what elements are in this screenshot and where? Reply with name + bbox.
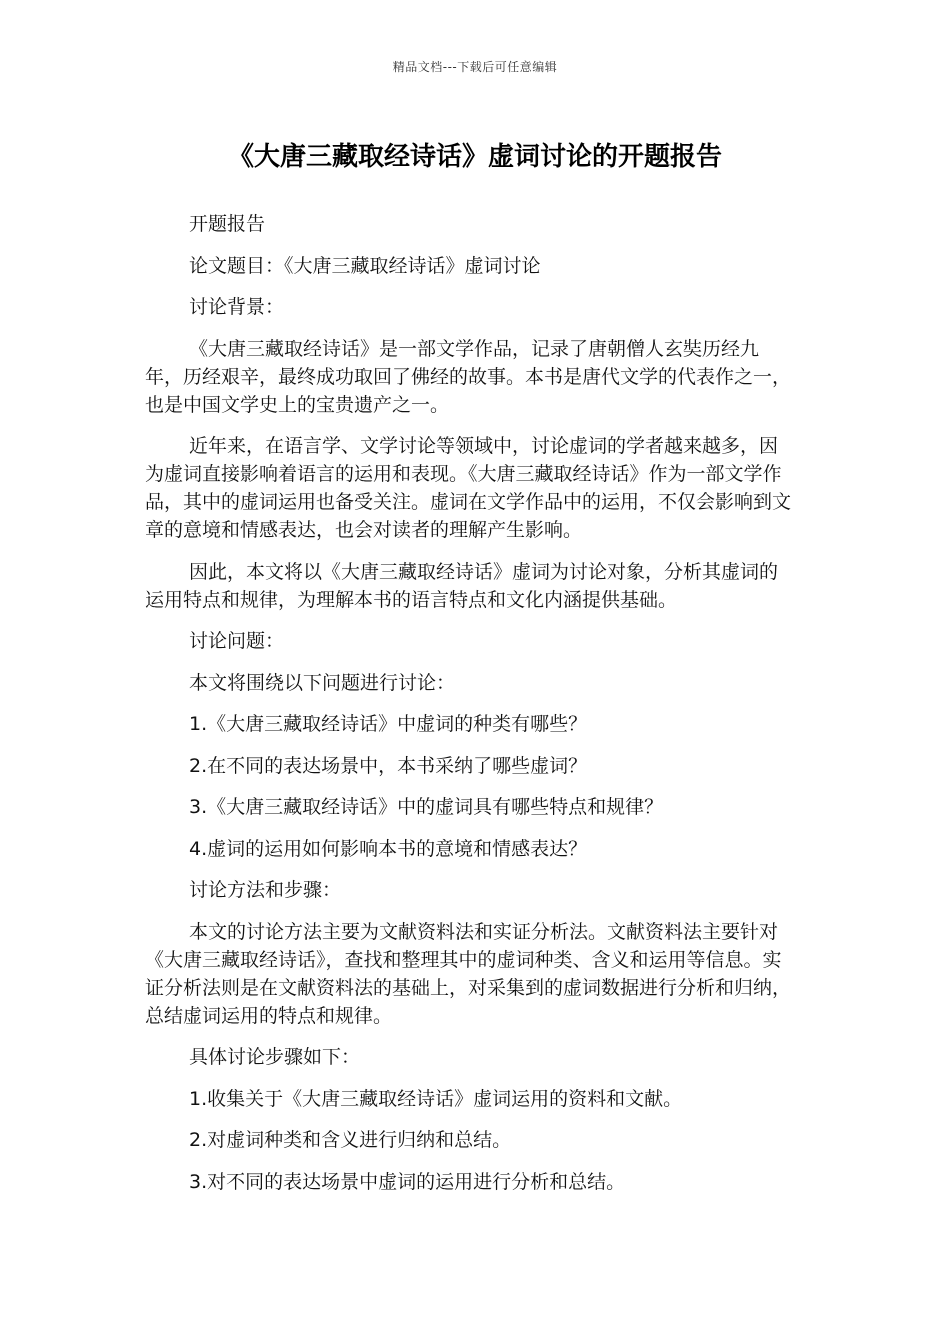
list-item-question-1: 1.《大唐三藏取经诗话》中虚词的种类有哪些？ (189, 713, 588, 735)
list-item-step-1: 1.收集关于《大唐三藏取经诗话》虚词运用的资料和文献。 (189, 1087, 683, 1110)
list-item-question-2: 2.在不同的表达场景中，本书采纳了哪些虚词？ (189, 754, 588, 777)
document-body (145, 210, 795, 1209)
document-title: 《大唐三藏取经诗话》虚词讨论的开题报告 (227, 142, 722, 172)
list-item-step-3: 3.对不同的表达场景中虚词的运用进行分析和总结。 (189, 1170, 626, 1193)
paragraph-methods: 本文的讨论方法主要为文献资料法和实证分析法。文献资料法主要针对《大唐三藏取经诗话》，查找和整理其中的虚词种类、含义和运用等信息。实证分析法则是在文献资料法的基础上，对采集到的虚词数据进行分析和归纳，总结虚词运用的特点和规律。 (145, 920, 792, 1027)
list-item-question-4: 4.虚词的运用如何影响本书的意境和情感表达？ (189, 837, 588, 860)
list-item-question-3: 3.《大唐三藏取经诗话》中的虚词具有哪些特点和规律？ (189, 796, 664, 818)
paragraph-steps-intro: 具体讨论步骤如下： (189, 1046, 361, 1068)
paragraph-background-3: 因此，本文将以《大唐三藏取经诗话》虚词为讨论对象，分析其虚词的运用特点和规律，为理解本书的语言特点和文化内涵提供基础。 (145, 560, 779, 611)
section-heading-background: 讨论背景： (189, 296, 285, 318)
list-item-step-2: 2.对虚词种类和含义进行归纳和总结。 (189, 1129, 512, 1151)
paragraph-report-label: 开题报告 (189, 213, 266, 235)
section-heading-questions: 讨论问题： (189, 630, 285, 652)
page-header: 精品文档---下载后可任意编辑 (392, 60, 558, 74)
section-heading-methods: 讨论方法和步骤： (189, 879, 342, 901)
paragraph-questions-intro: 本文将围绕以下问题进行讨论： (189, 671, 456, 694)
paragraph-background-1: 《大唐三藏取经诗话》是一部文学作品，记录了唐朝僧人玄奘历经九年，历经艰辛，最终成功取回了佛经的故事。本书是唐代文学的代表作之一，也是中国文学史上的宝贵遗产之一。 (145, 337, 792, 416)
paragraph-background-2: 近年来，在语言学、文学讨论等领域中，讨论虚词的学者越来越多，因为虚词直接影响着语言的运用和表现。《大唐三藏取经诗话》作为一部文学作品，其中的虚词运用也备受关注。虚词在文学作品中的运用，不仅会影响到文章的意境和情感表达，也会对读者的理解产生影响。 (145, 435, 792, 541)
paragraph-thesis-title: 论文题目：《大唐三藏取经诗话》虚词讨论 (189, 254, 541, 277)
